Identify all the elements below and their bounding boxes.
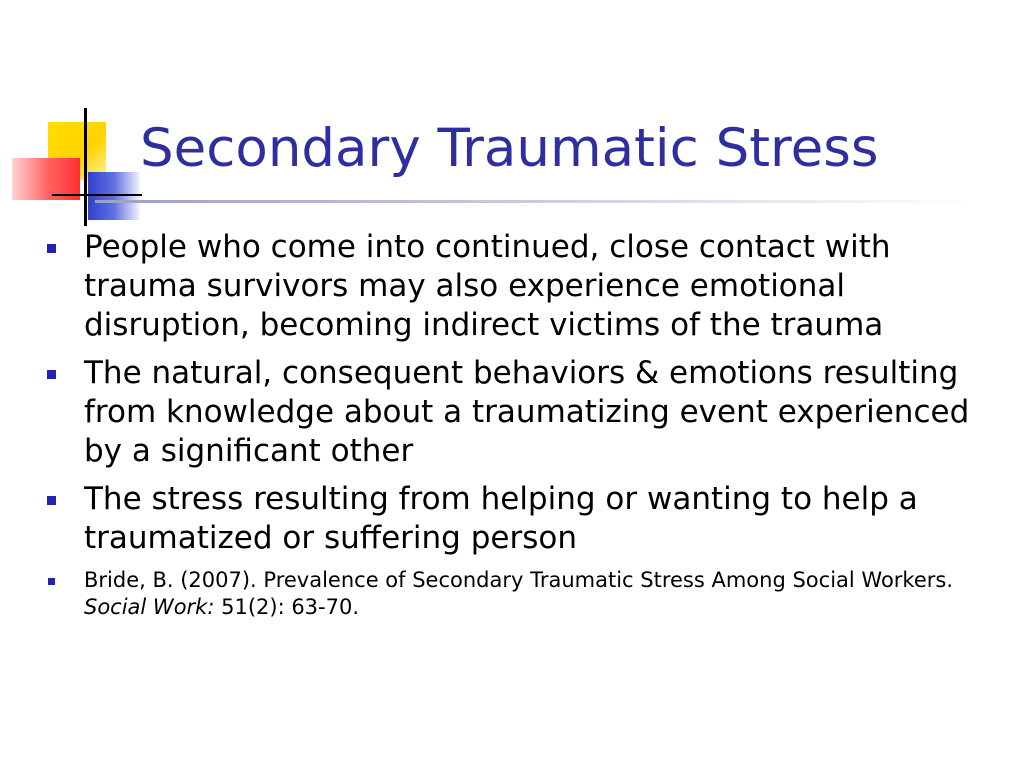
list-item: [0, 228, 1000, 345]
bullet-text: The natural, consequent behaviors & emotions resulting from knowledge about a traumatizing event experienced by a significant other: [84, 355, 970, 469]
logo-horizontal-line: [52, 194, 142, 196]
logo-vertical-line: [84, 108, 87, 226]
square-bullet-icon: [47, 244, 56, 253]
bullet-list: [0, 228, 1000, 621]
bullet-text: The stress resulting from helping or wanting to help a traumatized or suffering person: [84, 481, 918, 556]
citation-journal: Social Work:: [84, 595, 215, 619]
citation-item: [0, 567, 1000, 621]
slide-title: Secondary Traumatic Stress: [140, 118, 879, 179]
square-bullet-icon: [47, 370, 56, 379]
list-item: [0, 480, 1000, 558]
square-bullet-icon: [48, 578, 55, 585]
citation-authors-title: Bride, B. (2007). Prevalence of Secondary Traumatic Stress Among Social Workers.: [84, 568, 954, 592]
list-item: [0, 354, 1000, 471]
slide-template-logo-icon: [0, 100, 150, 230]
logo-blue-square: [88, 172, 140, 220]
bullet-text: People who come into continued, close contact with trauma survivors may also experience emotional disruption, becoming indirect victims of the trauma: [84, 229, 891, 343]
title-divider: [95, 200, 975, 203]
citation-text: [84, 567, 1000, 621]
citation-volume-pages: 51(2): 63-70.: [214, 595, 360, 619]
square-bullet-icon: [47, 496, 56, 505]
